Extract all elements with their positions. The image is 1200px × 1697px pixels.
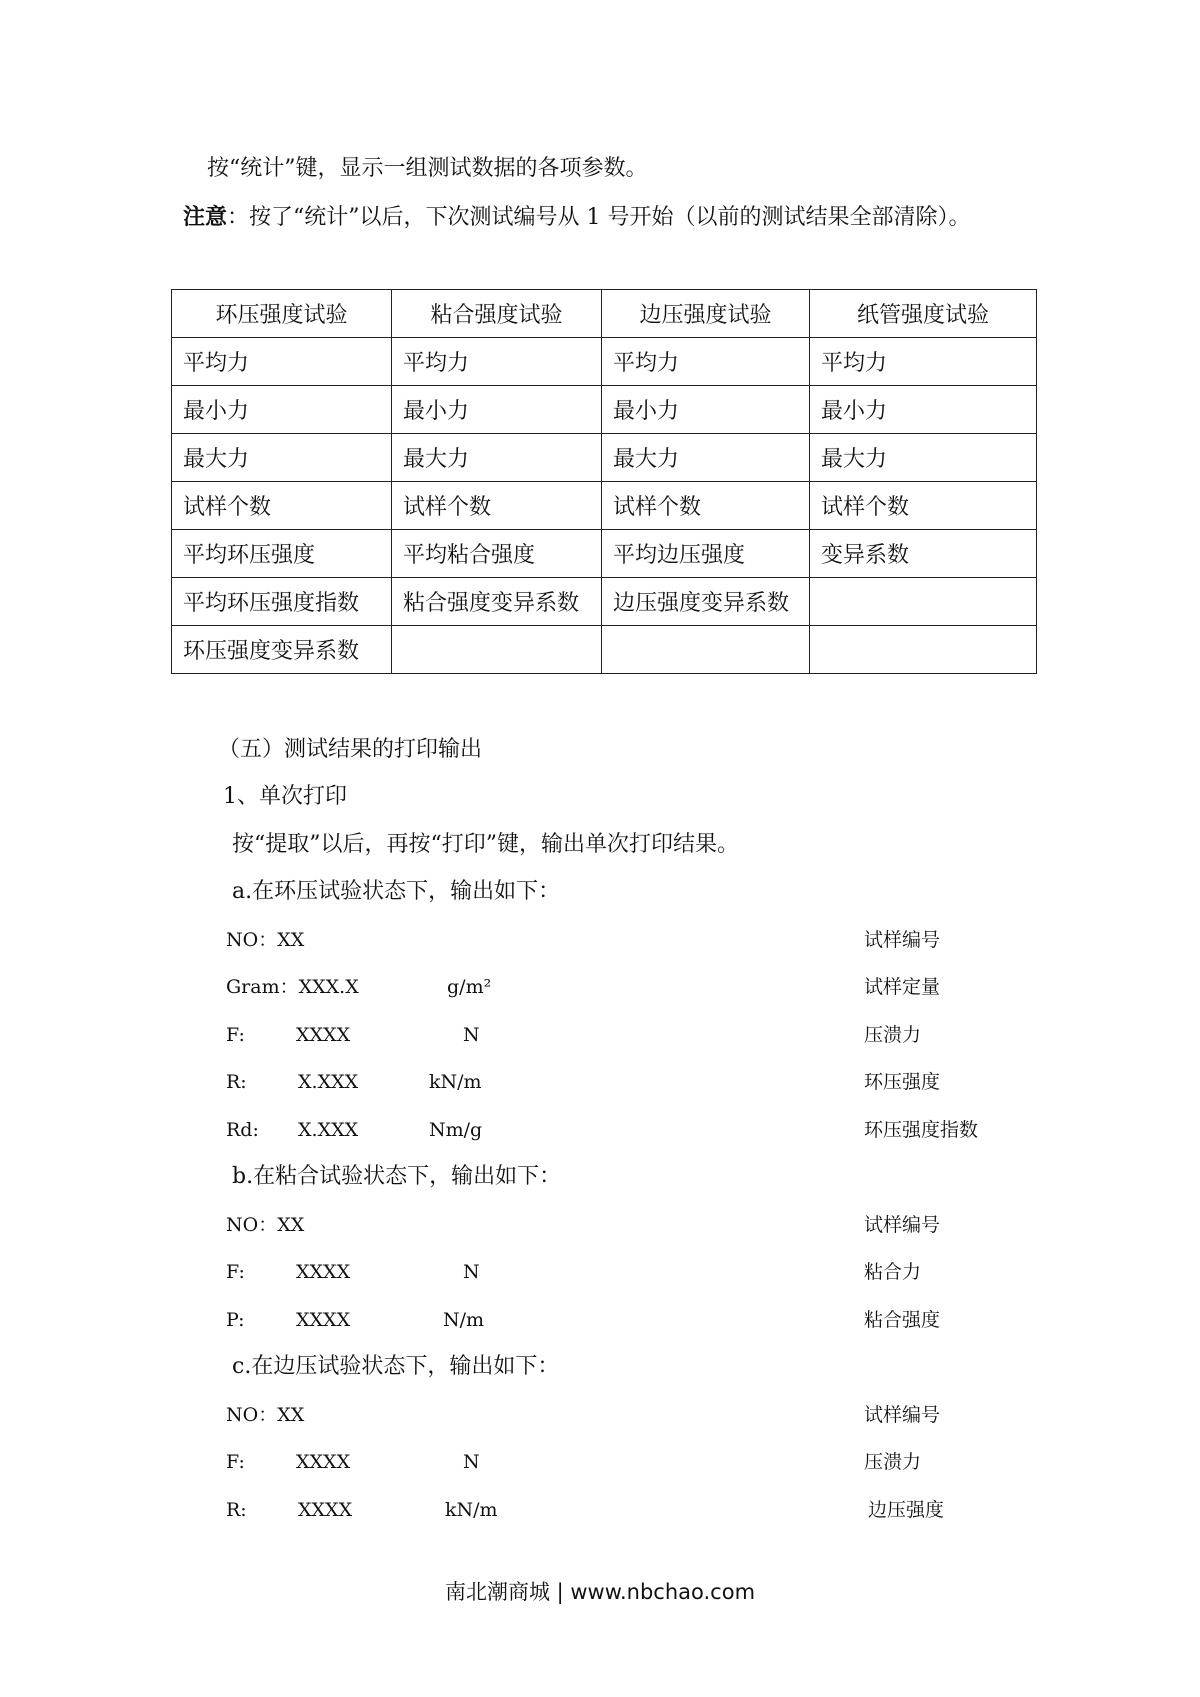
output-field-unit: N (463, 1023, 480, 1046)
table-cell: 最大力 (602, 434, 810, 482)
output-field-key: F: (226, 1261, 245, 1284)
table-cell: 试样个数 (602, 482, 810, 530)
output-field-key: NO：XX (226, 928, 305, 951)
table-cell: 平均粘合强度 (392, 530, 602, 578)
output-field-value: XXXX (296, 1023, 351, 1046)
table-cell (602, 626, 810, 674)
table-cell: 平均力 (172, 338, 392, 386)
output-field-key: R: (226, 1498, 247, 1521)
table-cell: 平均力 (602, 338, 810, 386)
output-field-key: NO：XX (226, 1213, 305, 1236)
output-field-value: X.XXX (298, 1071, 359, 1094)
output-group-title: c.在边压试验状态下，输出如下： (232, 1354, 560, 1379)
table-cell: 平均环压强度 (172, 530, 392, 578)
output-field-key: F: (226, 1023, 245, 1046)
output-field-unit: N/m (443, 1308, 485, 1331)
output-field-key: Rd: (226, 1119, 259, 1141)
table-cell: 平均边压强度 (602, 530, 810, 578)
table-row (172, 434, 1037, 482)
output-field-label: 环压强度 (864, 1071, 941, 1094)
table-header: 粘合强度试验 (392, 290, 602, 338)
table-row (172, 578, 1037, 626)
output-group-title: a.在环压试验状态下，输出如下： (232, 879, 561, 904)
output-field-unit: g/m² (447, 976, 492, 999)
table-row (172, 482, 1037, 530)
output-field-label: 边压强度 (868, 1498, 945, 1521)
table-cell: 最小力 (810, 386, 1037, 434)
note-text: ：按了“统计”以后，下次测试编号从 1 号开始（以前的测试结果全部清除）。 (227, 205, 971, 230)
output-field-label: 环压强度指数 (864, 1119, 979, 1141)
footer-watermark: 南北潮商城 | www.nbchao.com (444, 1580, 756, 1604)
table-cell: 粘合强度变异系数 (392, 578, 602, 626)
table-cell (392, 626, 602, 674)
output-field-unit: kN/m (445, 1498, 498, 1521)
table-cell: 平均环压强度指数 (172, 578, 392, 626)
table-cell: 最小力 (602, 386, 810, 434)
subsection-title: 1、单次打印 (223, 784, 347, 809)
output-field-unit: kN/m (429, 1071, 482, 1094)
table-cell: 环压强度变异系数 (172, 626, 392, 674)
output-field-unit: Nm/g (429, 1119, 483, 1141)
output-field-label: 粘合强度 (864, 1308, 941, 1331)
table-cell: 最小力 (392, 386, 602, 434)
section-title: （五）测试结果的打印输出 (218, 737, 483, 762)
table-header: 边压强度试验 (602, 290, 810, 338)
table-row (172, 338, 1037, 386)
table-header-row (172, 290, 1037, 338)
table-cell: 最大力 (172, 434, 392, 482)
table-cell: 试样个数 (392, 482, 602, 530)
table-header: 环压强度试验 (172, 290, 392, 338)
output-field-label: 粘合力 (864, 1261, 922, 1284)
output-field-label: 压溃力 (864, 1023, 922, 1046)
output-field-value: XXXX (296, 1308, 351, 1331)
table-header: 纸管强度试验 (810, 290, 1037, 338)
table-cell: 变异系数 (810, 530, 1037, 578)
output-field-key: P: (226, 1308, 245, 1331)
note-label: 注意 (183, 204, 228, 230)
table-cell (810, 626, 1037, 674)
output-field-key: F: (226, 1451, 245, 1474)
table-cell: 平均力 (392, 338, 602, 386)
subsection-text: 按“提取”以后，再按“打印”键，输出单次打印结果。 (232, 832, 739, 857)
table-cell: 最大力 (810, 434, 1037, 482)
output-field-label: 试样定量 (864, 976, 941, 999)
statistics-table (171, 289, 1037, 674)
table-row (172, 626, 1037, 674)
intro-text: 按“统计”键，显示一组测试数据的各项参数。 (207, 156, 648, 181)
note-paragraph (183, 203, 971, 232)
table-row (172, 386, 1037, 434)
table-row (172, 530, 1037, 578)
output-field-key: NO：XX (226, 1403, 305, 1426)
table-cell: 最大力 (392, 434, 602, 482)
table-cell: 试样个数 (810, 482, 1037, 530)
output-field-label: 压溃力 (864, 1451, 922, 1474)
output-field-value: X.XXX (298, 1119, 359, 1141)
output-field-label: 试样编号 (864, 1403, 941, 1426)
output-group-title: b.在粘合试验状态下，输出如下： (232, 1164, 562, 1189)
table-cell: 最小力 (172, 386, 392, 434)
output-field-value: XXXX (296, 1451, 351, 1474)
output-field-value: XXXX (298, 1498, 353, 1521)
output-field-unit: N (463, 1451, 480, 1474)
table-cell: 平均力 (810, 338, 1037, 386)
output-field-value: XXXX (296, 1261, 351, 1284)
table-cell: 边压强度变异系数 (602, 578, 810, 626)
output-field-label: 试样编号 (864, 928, 941, 951)
output-field-unit: N (463, 1261, 480, 1284)
output-field-label: 试样编号 (864, 1213, 941, 1236)
table-cell: 试样个数 (172, 482, 392, 530)
output-field-key: Gram：XXX.X (226, 976, 359, 999)
output-field-key: R: (226, 1071, 247, 1094)
table-cell (810, 578, 1037, 626)
